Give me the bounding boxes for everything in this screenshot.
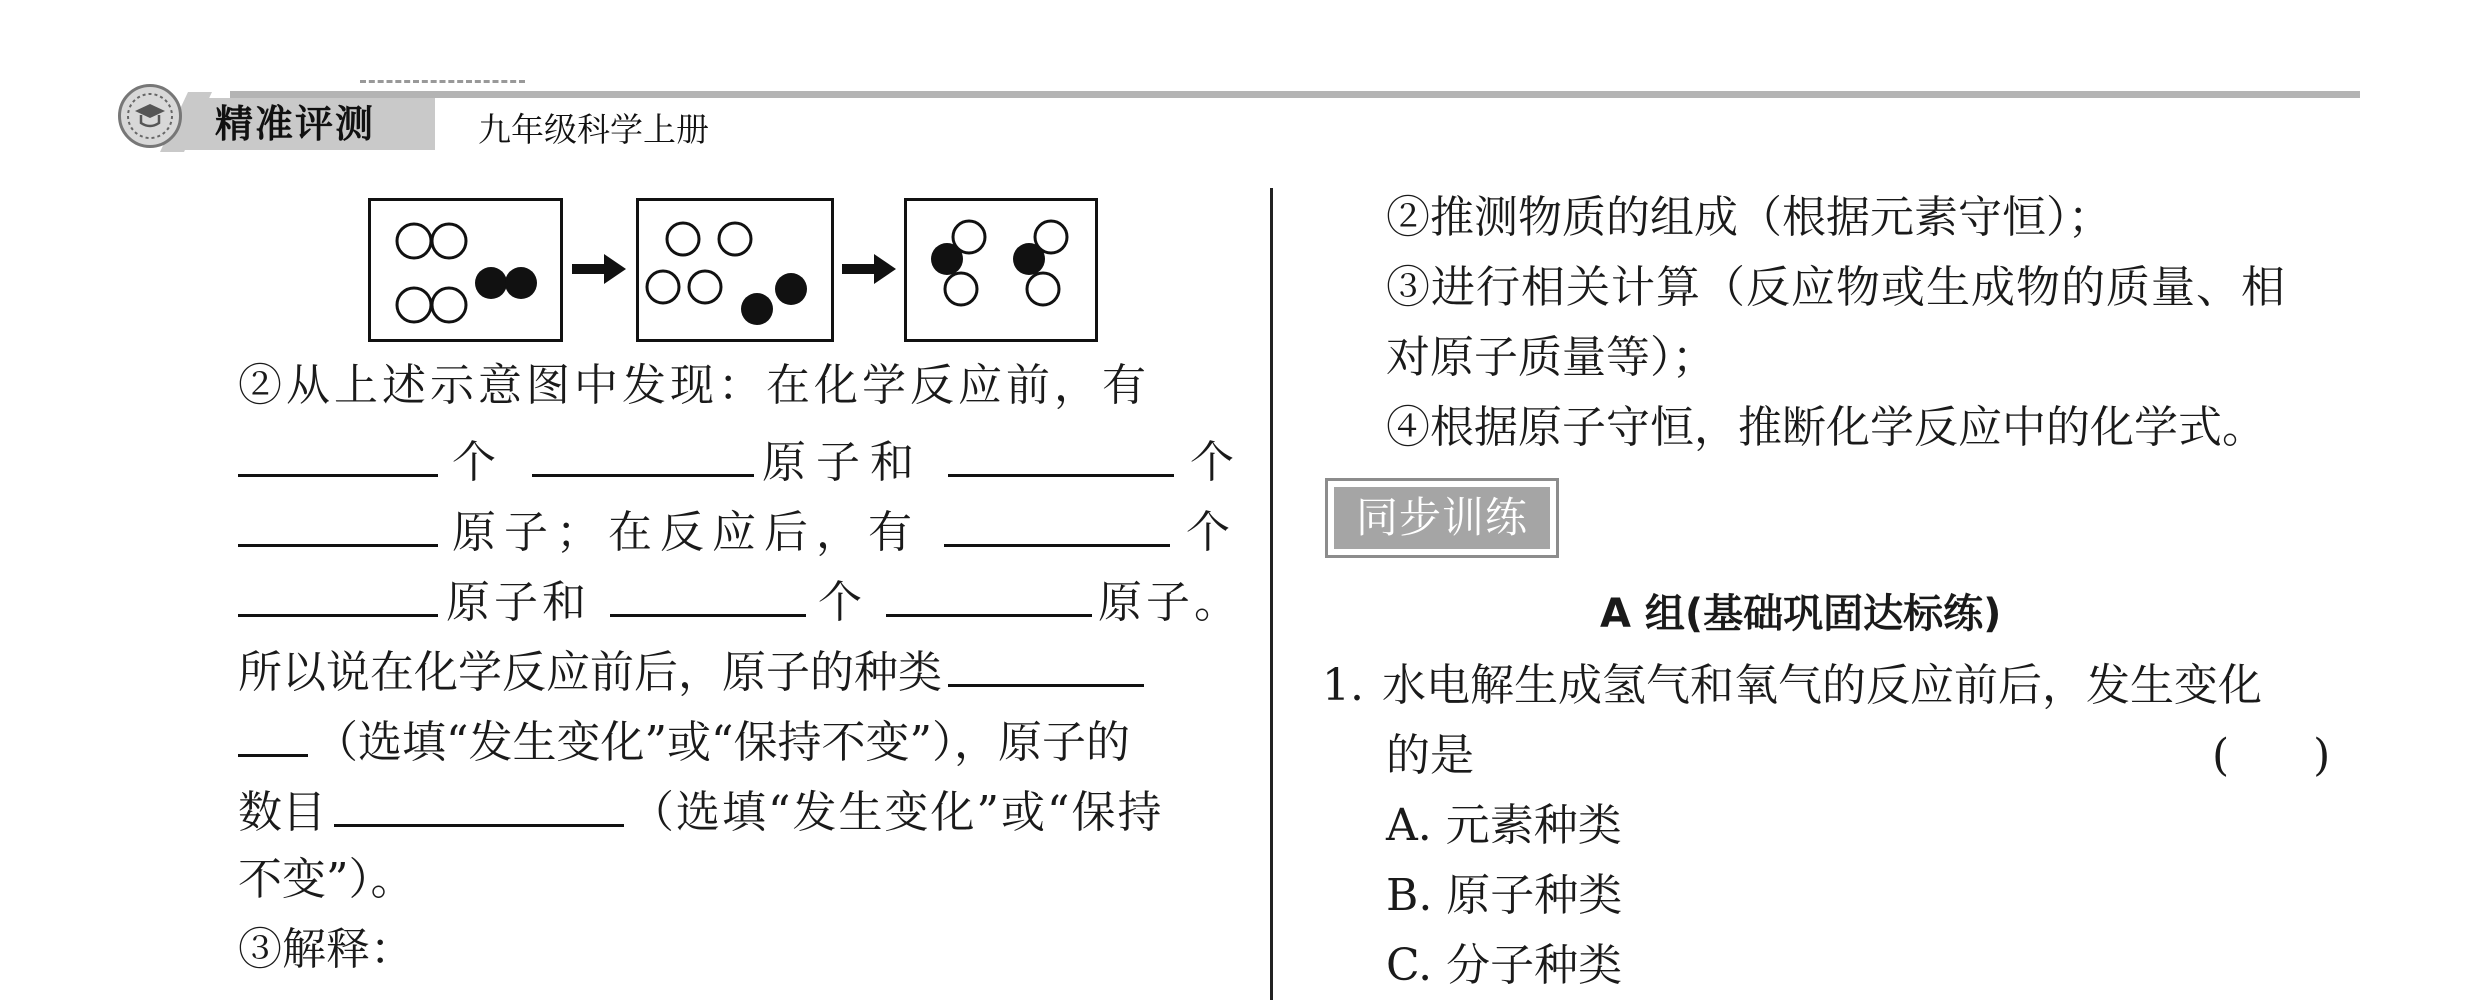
answer-blank[interactable]: [334, 780, 624, 827]
option-c[interactable]: C. 分子种类: [1386, 940, 1623, 991]
diagram-before-reaction: [368, 198, 563, 342]
graduation-badge-icon: [118, 84, 182, 148]
answer-blank[interactable]: [238, 430, 438, 477]
answer-blank[interactable]: [610, 570, 806, 617]
right-line-3: 对原子质量等）；: [1386, 332, 1716, 383]
header-subtitle: 九年级科学上册: [478, 110, 709, 149]
q2-line-2: 个 原子和 个: [238, 430, 1234, 493]
q2-line-1: [238, 356, 1150, 416]
section-tag-label: 同步训练: [1334, 487, 1550, 549]
answer-parentheses[interactable]: ( ): [2212, 730, 2331, 781]
answer-blank[interactable]: [238, 570, 438, 617]
answer-blank[interactable]: [948, 430, 1174, 477]
q2-line-5: 所以说在化学反应前后，原子的种类: [238, 640, 1144, 703]
header-title: 精准评测: [215, 102, 376, 146]
answer-blank[interactable]: [886, 570, 1092, 617]
right-line-2: ③进行相关计算（反应物或生成物的质量、相: [1386, 262, 2286, 313]
question-1-line-1: [1322, 656, 2262, 716]
q2-line-4: 原子和 个 原子。: [238, 570, 1242, 633]
column-divider: [1270, 188, 1273, 1000]
diagram-after-reaction: [904, 198, 1098, 342]
q2-intro: ②从上述示意图中发现：在化学反应前，有: [238, 360, 1150, 411]
q2-line-8: 不变”）。: [238, 854, 415, 905]
section-tag: [1325, 478, 1559, 558]
answer-blank[interactable]: [238, 500, 438, 547]
answer-blank[interactable]: [532, 430, 754, 477]
answer-blank[interactable]: [944, 500, 1170, 547]
header-dash-decoration: [360, 80, 525, 83]
q2-line-3: 原子；在反应后，有 个: [238, 500, 1230, 563]
right-line-4: ④根据原子守恒，推断化学反应中的化学式。: [1386, 402, 2266, 453]
option-a[interactable]: A. 元素种类: [1386, 800, 1622, 851]
reaction-arrow-icon: [842, 252, 896, 288]
diagram-during-reaction: [636, 198, 834, 342]
answer-blank[interactable]: [948, 640, 1144, 687]
reaction-arrow-icon: [572, 252, 626, 288]
question-number: 1.: [1322, 660, 1364, 711]
q2-line-6: （选填“发生变化”或“保持不变”），原子的: [238, 710, 1130, 773]
q3-label: ③解释：: [238, 924, 414, 975]
option-b[interactable]: B. 原子种类: [1386, 870, 1623, 921]
question-1-line-2: 的是: [1386, 730, 1474, 781]
header-rule: [230, 91, 2360, 98]
answer-blank[interactable]: [238, 710, 308, 757]
question-text: 水电解生成氢气和氧气的反应前后，发生变化: [1381, 660, 2262, 711]
right-line-1: ②推测物质的组成（根据元素守恒）；: [1386, 192, 2112, 243]
q2-line-7: 数目 （选填“发生变化”或“保持: [238, 780, 1163, 843]
group-title: A 组(基础巩固达标练): [1600, 591, 2002, 637]
